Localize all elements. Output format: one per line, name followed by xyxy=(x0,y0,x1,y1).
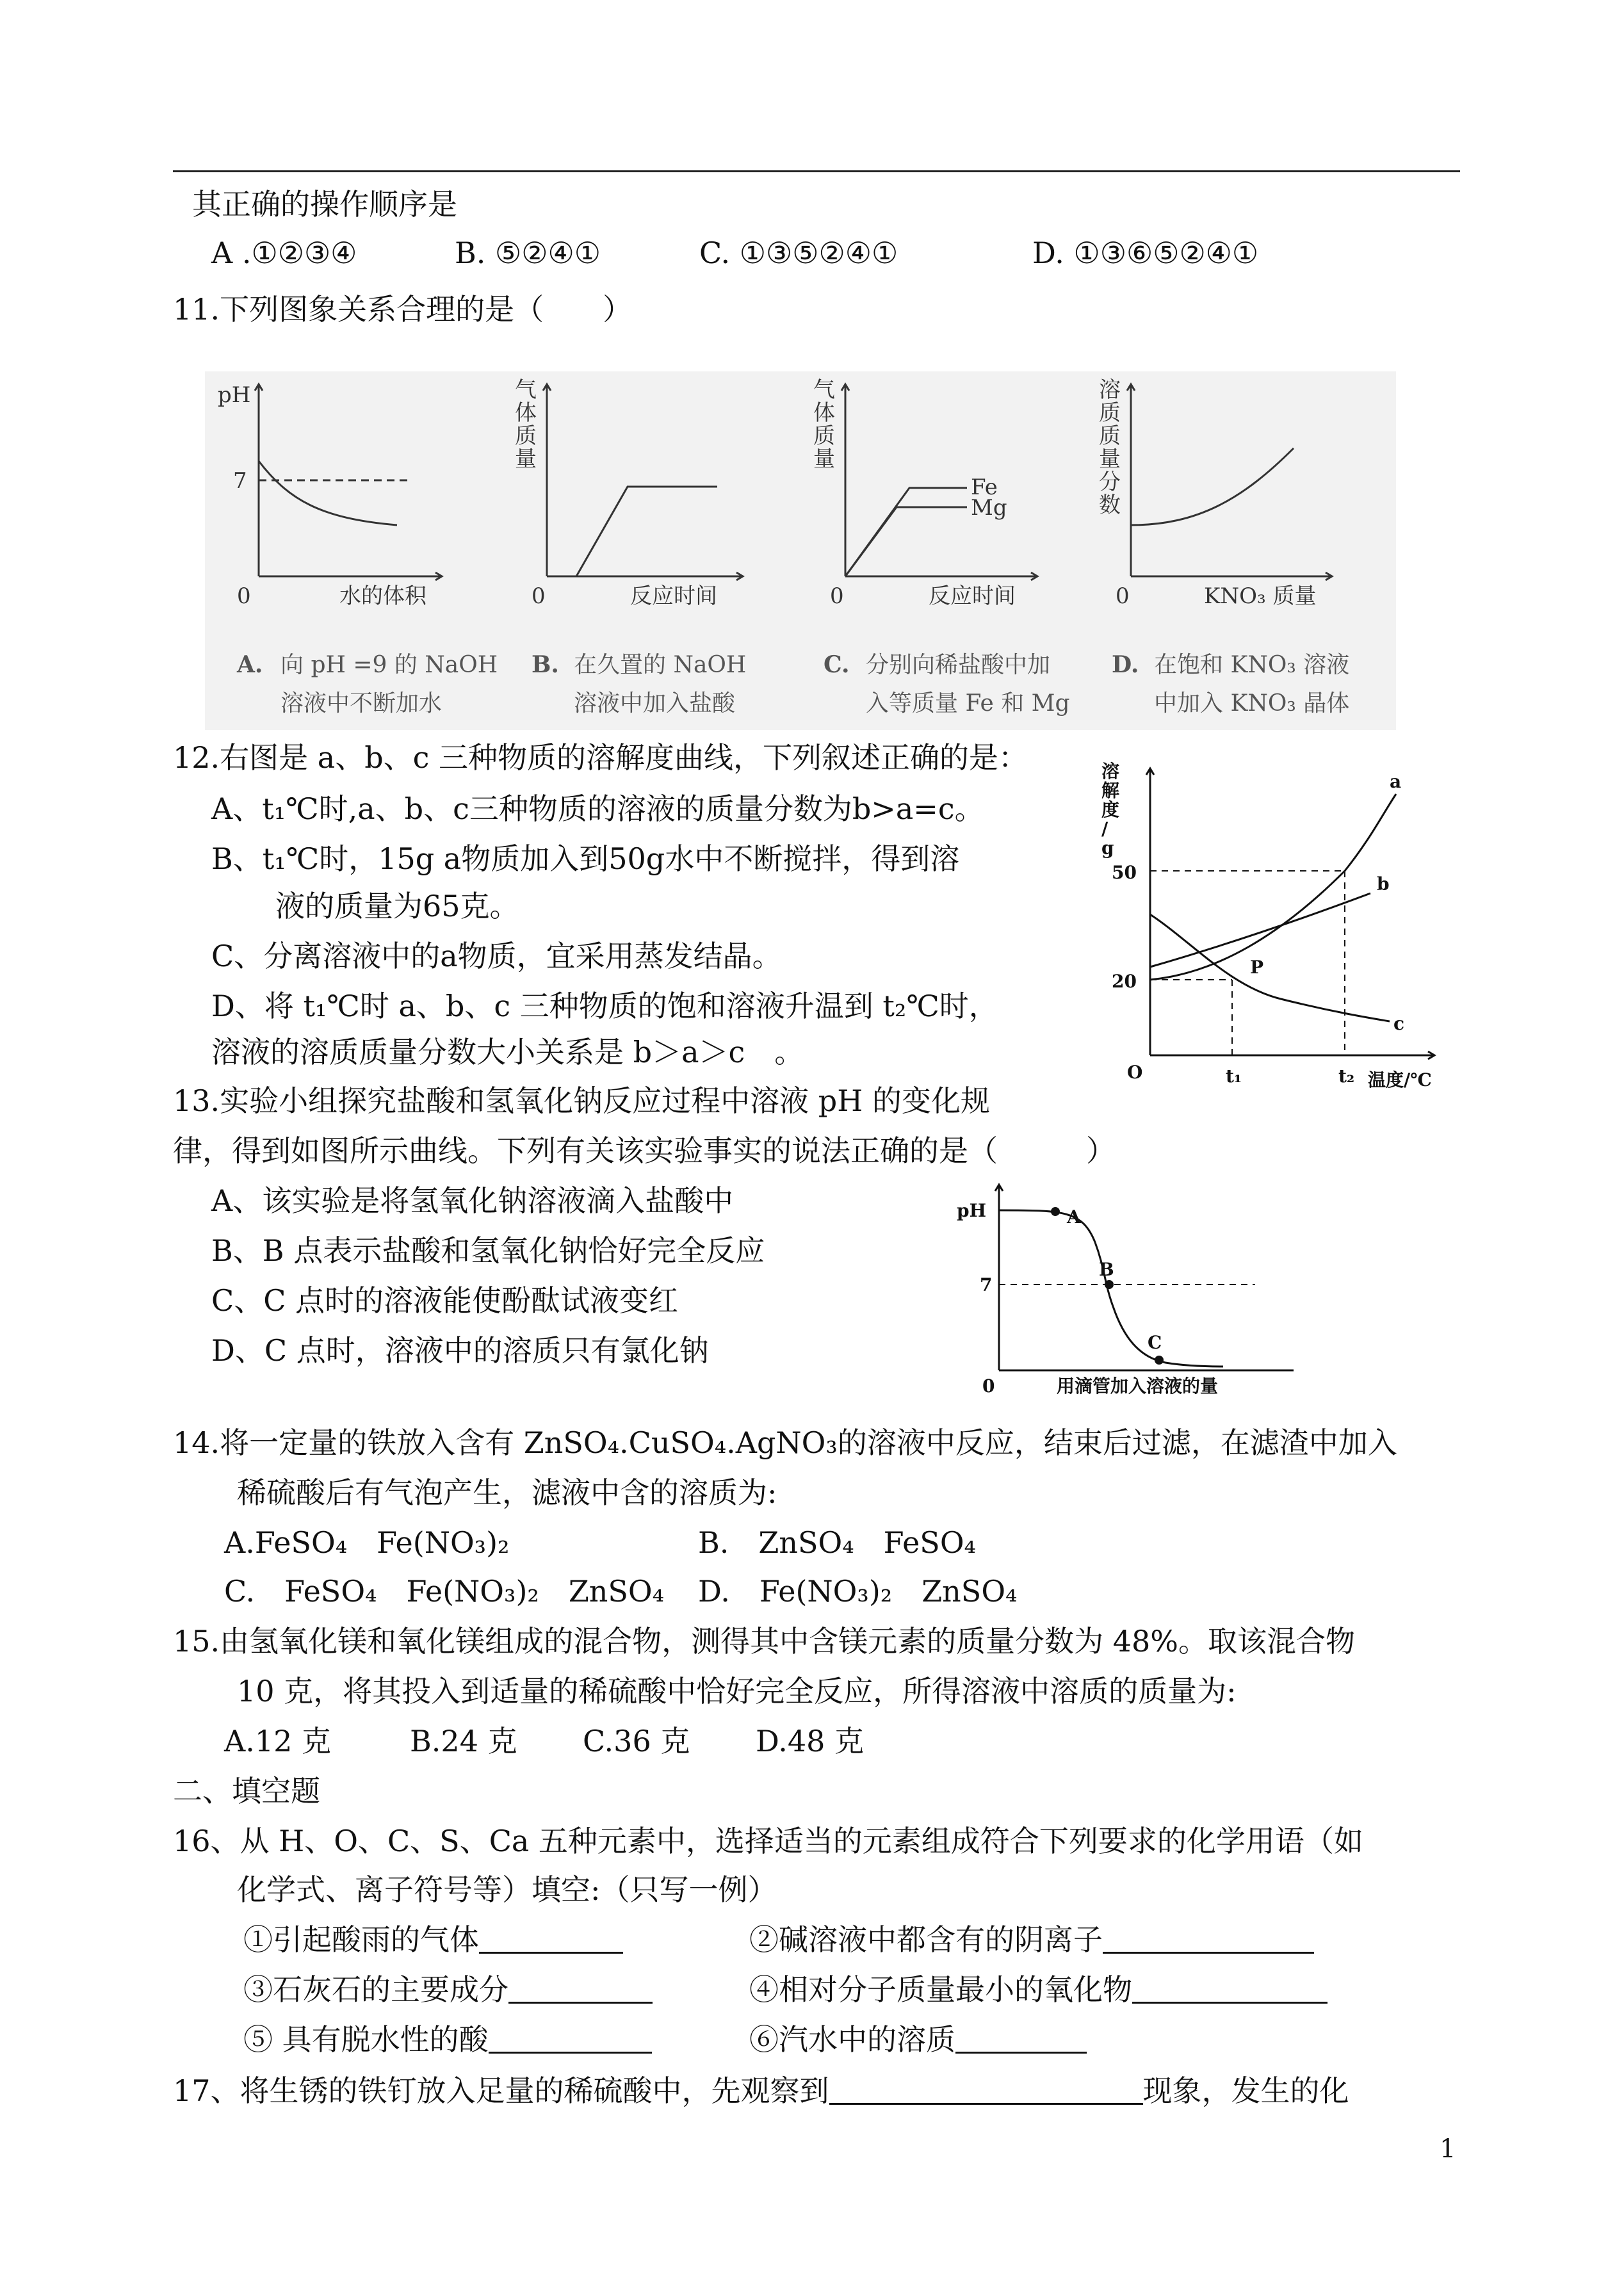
q15-option-c: C.36 克 xyxy=(583,1724,690,1758)
q11c-caption-2: 入等质量 Fe 和 Mg xyxy=(866,690,1070,717)
q13-xlabel: 用滴管加入溶液的量 xyxy=(1057,1375,1219,1397)
q13-option-c: C、C 点时的溶液能使酚酞试液变红 xyxy=(211,1283,679,1318)
q13-point-a: A xyxy=(1067,1206,1081,1228)
q10-option-a: A .①②③④ xyxy=(211,236,357,270)
q11a-tag: A. xyxy=(237,651,263,678)
q16-item-5: ⑤ 具有脱水性的酸 xyxy=(243,2023,652,2054)
q11b-tag: B. xyxy=(532,651,559,678)
q12-ylabel: 溶解度/ g xyxy=(1101,761,1120,859)
q12-solubility-chart xyxy=(1089,756,1447,1101)
q11a-xlabel: 水的体积 xyxy=(339,583,426,609)
q16-blank-3[interactable] xyxy=(508,1974,653,2004)
q11a-mark7: 7 xyxy=(233,468,247,494)
q11-stem: 11.下列图象关系合理的是（ ） xyxy=(173,292,633,327)
q16-item-4: ④相对分子质量最小的氧化物 xyxy=(749,1974,1328,2004)
q13-stem-1: 13.实验小组探究盐酸和氢氧化钠反应过程中溶液 pH 的变化规 xyxy=(173,1083,990,1118)
q11d-ylabel: 溶质质量分数 xyxy=(1099,377,1121,518)
q12-label-b: b xyxy=(1377,873,1390,895)
q13-ph-chart xyxy=(948,1172,1306,1402)
q12-t1: t₁ xyxy=(1226,1066,1242,1087)
q16-item-3: ③石灰石的主要成分 xyxy=(243,1974,653,2004)
q11d-origin: 0 xyxy=(1116,583,1130,609)
q17-line: 17、将生锈的铁钉放入足量的稀硫酸中，先观察到 现象，发生的化 xyxy=(173,2073,1349,2108)
q15-stem-1: 15.由氢氧化镁和氧化镁组成的混合物，测得其中含镁元素的质量分数为 48%。取该混合物 xyxy=(173,1624,1356,1658)
q12-option-d-2: 溶液的溶质质量分数大小关系是 b＞a＞c 。 xyxy=(211,1035,804,1069)
curve-a xyxy=(1150,794,1396,980)
q11c-caption-1: 分别向稀盐酸中加 xyxy=(866,652,1051,678)
q16-blank-1[interactable] xyxy=(479,1924,623,1954)
q11b-caption-2: 溶液中加入盐酸 xyxy=(574,690,736,717)
q12-option-b-1: B、t₁℃时，15g a物质加入到50g水中不断搅拌，得到溶 xyxy=(211,841,960,876)
curve-c xyxy=(1150,914,1390,1021)
q16-blank-5[interactable] xyxy=(489,2023,652,2054)
q12-option-d-1: D、将 t₁℃时 a、b、c 三种物质的饱和溶液升温到 t₂℃时， xyxy=(211,989,998,1023)
q12-option-a: A、t₁℃时,a、b、c三种物质的溶液的质量分数为b>a=c。 xyxy=(211,791,984,826)
q13-mark7: 7 xyxy=(980,1274,993,1295)
q17-blank-1[interactable] xyxy=(829,2075,1143,2105)
q10-option-c: C. ①③⑤②④① xyxy=(699,236,898,270)
q11a-caption-2: 溶液中不断加水 xyxy=(280,690,443,717)
curve-b xyxy=(1150,893,1370,967)
q10-stem: 其正确的操作顺序是 xyxy=(192,187,457,222)
q13-option-a: A、该实验是将氢氧化钠溶液滴入盐酸中 xyxy=(211,1183,734,1218)
q14-option-b: B. ZnSO₄ FeSO₄ xyxy=(698,1525,976,1560)
q13-option-d: D、C 点时，溶液中的溶质只有氯化钠 xyxy=(211,1333,709,1368)
q15-option-b: B.24 克 xyxy=(410,1724,517,1758)
section-2-title: 二、填空题 xyxy=(173,1774,320,1808)
q10-option-d: D. ①③⑥⑤②④① xyxy=(1032,236,1259,270)
q14-option-a: A.FeSO₄ Fe(NO₃)₂ xyxy=(224,1525,510,1560)
q11c-series-fe: Fe xyxy=(971,474,998,500)
q16-blank-6[interactable] xyxy=(955,2023,1087,2054)
q14-stem-1: 14.将一定量的铁放入含有 ZnSO₄.CuSO₄.AgNO₃的溶液中反应，结束后过滤，在滤渣中加入 xyxy=(173,1425,1397,1460)
q11b-caption-1: 在久置的 NaOH xyxy=(574,652,747,678)
q15-option-d: D.48 克 xyxy=(756,1724,865,1758)
q16-item-6: ⑥汽水中的溶质 xyxy=(749,2023,1087,2054)
q14-option-d: D. Fe(NO₃)₂ ZnSO₄ xyxy=(698,1574,1018,1609)
q13-stem-2: 律，得到如图所示曲线。下列有关该实验事实的说法正确的是（ ） xyxy=(173,1133,1116,1168)
q11b-ylabel: 气体质量 xyxy=(515,377,537,472)
q16-blank-2[interactable] xyxy=(1103,1924,1314,1954)
q11a-ylabel: pH xyxy=(218,382,251,408)
q11d-tag: D. xyxy=(1112,651,1139,678)
q11a-caption-1: 向 pH =9 的 NaOH xyxy=(280,652,498,678)
q12-xlabel: 温度/℃ xyxy=(1368,1069,1432,1091)
q11d-xlabel: KNO₃ 质量 xyxy=(1204,583,1317,609)
q16-item-1: ①引起酸雨的气体 xyxy=(243,1924,623,1954)
q12-point-p: P xyxy=(1250,957,1264,978)
q11c-xlabel: 反应时间 xyxy=(929,583,1016,609)
q13-point-b: B xyxy=(1099,1259,1114,1280)
q14-option-c: C. FeSO₄ Fe(NO₃)₂ ZnSO₄ xyxy=(224,1574,665,1609)
q12-option-c: C、分离溶液中的a物质，宜采用蒸发结晶。 xyxy=(211,939,782,973)
q16-stem-1: 16、从 H、O、C、S、Ca 五种元素中，选择适当的元素组成符合下列要求的化学用语（如 xyxy=(173,1824,1363,1858)
q12-y20: 20 xyxy=(1112,971,1137,992)
q14-stem-2: 稀硫酸后有气泡产生，滤液中含的溶质为: xyxy=(237,1475,777,1510)
q11a-origin: 0 xyxy=(237,583,251,609)
q11c-ylabel: 气体质量 xyxy=(813,377,835,472)
q11d-caption-1: 在饱和 KNO₃ 溶液 xyxy=(1154,652,1350,678)
q12-option-b-2: 液的质量为65克。 xyxy=(275,889,519,923)
q11-graphs-figure xyxy=(205,371,1396,730)
q11c-origin: 0 xyxy=(830,583,844,609)
q11d-caption-2: 中加入 KNO₃ 晶体 xyxy=(1154,690,1350,717)
q16-blank-4[interactable] xyxy=(1132,1974,1328,2004)
q12-y50: 50 xyxy=(1112,862,1137,883)
header-rule xyxy=(173,170,1460,172)
q13-option-b: B、B 点表示盐酸和氢氧化钠恰好完全反应 xyxy=(211,1233,765,1268)
q11b-origin: 0 xyxy=(532,583,546,609)
q12-t2: t₂ xyxy=(1338,1066,1355,1087)
q12-origin: O xyxy=(1127,1062,1143,1083)
q13-origin: 0 xyxy=(982,1375,995,1397)
q11b-xlabel: 反应时间 xyxy=(630,583,717,609)
q11c-series-mg: Mg xyxy=(971,495,1007,521)
q13-ylabel: pH xyxy=(957,1200,987,1221)
q15-option-a: A.12 克 xyxy=(224,1724,331,1758)
q10-option-b: B. ⑤②④① xyxy=(455,236,601,270)
q12-label-a: a xyxy=(1390,771,1402,792)
page-number: 1 xyxy=(1440,2134,1456,2164)
q12-label-c: c xyxy=(1393,1013,1405,1034)
q12-stem: 12.右图是 a、b、c 三种物质的溶解度曲线，下列叙述正确的是： xyxy=(173,740,1028,775)
q13-point-c: C xyxy=(1148,1332,1162,1353)
q15-stem-2: 10 克，将其投入到适量的稀硫酸中恰好完全反应，所得溶液中溶质的质量为: xyxy=(237,1674,1237,1708)
q11c-tag: C. xyxy=(824,651,850,678)
q16-stem-2: 化学式、离子符号等）填空:（只写一例） xyxy=(237,1872,777,1907)
q16-item-2: ②碱溶液中都含有的阴离子 xyxy=(749,1924,1314,1954)
